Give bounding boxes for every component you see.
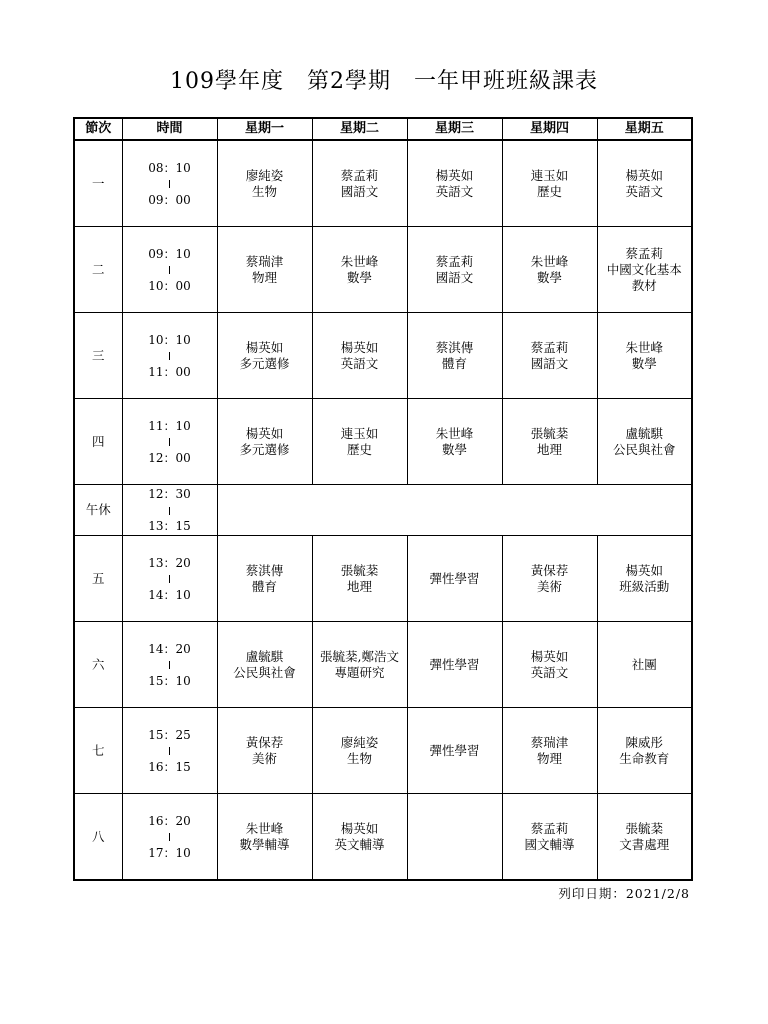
- class-cell-thursday: [502, 536, 597, 622]
- subject-name: 教材: [631, 277, 657, 293]
- subject-name: 物理: [251, 269, 277, 285]
- class-cell-wednesday: [407, 708, 502, 794]
- period-time: [122, 399, 217, 485]
- teacher-name: 張毓棻: [340, 562, 379, 578]
- start-time: 15：25: [148, 727, 191, 742]
- period-row: [74, 140, 692, 227]
- start-time: 12：30: [148, 487, 191, 501]
- subject-name: 國語文: [340, 183, 379, 199]
- subject-name: 生物: [251, 183, 277, 199]
- period-row: [74, 227, 692, 313]
- subject-name: 彈性學習: [429, 656, 480, 672]
- subject-name: 體育: [441, 355, 467, 371]
- time-separator: [123, 502, 217, 518]
- teacher-name: 楊英如: [340, 820, 379, 836]
- subject-name: 公民與社會: [612, 441, 676, 457]
- subject-name: 班級活動: [619, 578, 670, 594]
- teacher-name: 張毓棻: [625, 820, 663, 836]
- class-cell-thursday: [502, 708, 597, 794]
- end-time: 12：00: [148, 450, 191, 465]
- class-cell-friday: [597, 140, 692, 227]
- class-cell-friday: [597, 622, 692, 708]
- class-cell-monday: [217, 140, 312, 227]
- class-cell-thursday: [502, 794, 597, 881]
- subject-name: 多元選修: [239, 355, 290, 371]
- time-separator: [123, 571, 217, 587]
- period-row: [74, 399, 692, 485]
- start-time: 13：20: [148, 555, 191, 570]
- subject-name: 社團: [631, 656, 657, 672]
- class-cell-monday: [217, 313, 312, 399]
- period-time: [122, 622, 217, 708]
- subject-name: 國文輔導: [524, 836, 575, 852]
- subject-name: 體育: [251, 578, 277, 594]
- subject-name: 英語文: [340, 355, 379, 371]
- class-cell-wednesday: [407, 140, 502, 227]
- period-time: [122, 794, 217, 881]
- teacher-name: 蔡孟莉: [530, 820, 569, 836]
- subject-name: 國語文: [530, 355, 569, 371]
- subject-name: 中國文化基本: [606, 261, 682, 277]
- period-row: [74, 708, 692, 794]
- print-date: 列印日期：2021/2/8: [558, 886, 690, 901]
- class-cell-tuesday: [312, 794, 407, 881]
- end-time: 10：00: [148, 278, 191, 293]
- teacher-name: 蔡淇傳: [435, 339, 474, 355]
- class-cell-thursday: [502, 399, 597, 485]
- end-time: 17：10: [148, 845, 191, 860]
- teacher-name: 楊英如: [530, 648, 569, 664]
- class-cell-tuesday: [312, 708, 407, 794]
- teacher-name: 楊英如: [245, 339, 284, 355]
- teacher-name: 朱世峰: [340, 253, 379, 269]
- period-name: 五: [74, 536, 122, 622]
- break-cell: [217, 485, 692, 536]
- class-cell-monday: [217, 399, 312, 485]
- subject-name: 地理: [346, 578, 372, 594]
- header-time: 時間: [122, 118, 217, 140]
- header-row: [74, 118, 692, 140]
- period-row: [74, 313, 692, 399]
- teacher-name: 蔡孟莉: [625, 245, 663, 261]
- teacher-name: 蔡孟莉: [435, 253, 474, 269]
- teacher-name: 楊英如: [435, 167, 474, 183]
- subject-name: 歷史: [346, 441, 372, 457]
- end-time: 16：15: [148, 759, 191, 774]
- class-cell-tuesday: [312, 399, 407, 485]
- period-name: 七: [74, 708, 122, 794]
- time-separator: [123, 348, 217, 364]
- subject-name: 文書處理: [619, 836, 670, 852]
- subject-name: 英語文: [530, 664, 569, 680]
- class-cell-thursday: [502, 140, 597, 227]
- period-time: [122, 708, 217, 794]
- start-time: 10：10: [148, 332, 191, 347]
- subject-name: 數學: [346, 269, 372, 285]
- header-friday: 星期五: [597, 118, 692, 140]
- class-cell-monday: [217, 227, 312, 313]
- period-row: [74, 622, 692, 708]
- class-cell-thursday: [502, 622, 597, 708]
- end-time: 15：10: [148, 673, 191, 688]
- period-row: [74, 536, 692, 622]
- subject-name: 美術: [251, 750, 277, 766]
- class-cell-thursday: [502, 313, 597, 399]
- period-name: 四: [74, 399, 122, 485]
- start-time: 16：20: [148, 813, 191, 828]
- class-cell-tuesday: [312, 313, 407, 399]
- class-cell-wednesday: [407, 794, 502, 881]
- subject-name: 生命教育: [619, 750, 670, 766]
- time-separator: [123, 176, 217, 192]
- class-cell-thursday: [502, 227, 597, 313]
- period-name: 六: [74, 622, 122, 708]
- subject-name: 物理: [536, 750, 562, 766]
- end-time: 11：00: [148, 364, 191, 379]
- teacher-name: 連玉如: [530, 167, 569, 183]
- header-monday: 星期一: [217, 118, 312, 140]
- teacher-name: 陳威彤: [625, 734, 663, 750]
- subject-name: 數學: [536, 269, 562, 285]
- header-tuesday: 星期二: [312, 118, 407, 140]
- period-name: 三: [74, 313, 122, 399]
- header-wednesday: 星期三: [407, 118, 502, 140]
- start-time: 08：10: [148, 160, 191, 175]
- subject-name: 公民與社會: [233, 664, 296, 680]
- class-cell-monday: [217, 622, 312, 708]
- class-cell-wednesday: [407, 399, 502, 485]
- teacher-name: 朱世峰: [435, 425, 474, 441]
- class-cell-tuesday: [312, 140, 407, 227]
- teacher-name: 楊英如: [245, 425, 284, 441]
- subject-name: 生物: [346, 750, 372, 766]
- subject-name: 英語文: [625, 183, 663, 199]
- teacher-name: 蔡孟莉: [530, 339, 569, 355]
- subject-name: 歷史: [536, 183, 562, 199]
- period-name: 一: [74, 140, 122, 227]
- header-thursday: 星期四: [502, 118, 597, 140]
- subject-name: 彈性學習: [429, 570, 480, 586]
- header-period: 節次: [74, 118, 122, 140]
- class-cell-wednesday: [407, 227, 502, 313]
- period-time: [122, 140, 217, 227]
- time-separator: [123, 262, 217, 278]
- teacher-name: 楊英如: [625, 167, 663, 183]
- teacher-name: 蔡孟莉: [340, 167, 379, 183]
- time-separator: [123, 434, 217, 450]
- class-cell-friday: [597, 708, 692, 794]
- class-cell-friday: [597, 536, 692, 622]
- teacher-name: 連玉如: [340, 425, 379, 441]
- class-cell-tuesday: [312, 536, 407, 622]
- time-separator: [123, 829, 217, 845]
- period-time: [122, 313, 217, 399]
- timetable: [73, 117, 693, 881]
- teacher-name: 張毓棻,鄭浩文: [320, 648, 399, 664]
- teacher-name: 蔡瑞津: [530, 734, 569, 750]
- subject-name: 數學: [631, 355, 657, 371]
- end-time: 14：10: [148, 587, 191, 602]
- class-cell-friday: [597, 794, 692, 881]
- subject-name: 英文輔導: [334, 836, 385, 852]
- period-time: [122, 227, 217, 313]
- end-time: 09：00: [148, 192, 191, 207]
- teacher-name: 黃保荐: [530, 562, 569, 578]
- period-name: 八: [74, 794, 122, 881]
- class-cell-monday: [217, 794, 312, 881]
- class-cell-tuesday: [312, 227, 407, 313]
- teacher-name: 楊英如: [625, 562, 663, 578]
- teacher-name: 黃保荐: [245, 734, 284, 750]
- class-cell-monday: [217, 708, 312, 794]
- class-cell-tuesday: [312, 622, 407, 708]
- start-time: 11：10: [148, 418, 191, 433]
- subject-name: 英語文: [435, 183, 474, 199]
- class-cell-wednesday: [407, 313, 502, 399]
- subject-name: 美術: [536, 578, 562, 594]
- class-cell-wednesday: [407, 622, 502, 708]
- subject-name: 數學輔導: [239, 836, 290, 852]
- period-time: [122, 485, 217, 536]
- subject-name: 多元選修: [239, 441, 290, 457]
- subject-name: 數學: [441, 441, 467, 457]
- start-time: 09：10: [148, 246, 191, 261]
- time-separator: [123, 743, 217, 759]
- period-time: [122, 536, 217, 622]
- page-title: 109學年度 第2學期 一年甲班班級課表: [170, 69, 598, 94]
- class-cell-monday: [217, 536, 312, 622]
- start-time: 14：20: [148, 641, 191, 656]
- teacher-name: 朱世峰: [625, 339, 663, 355]
- end-time: 13：15: [148, 519, 191, 533]
- class-cell-friday: [597, 313, 692, 399]
- class-cell-wednesday: [407, 536, 502, 622]
- teacher-name: 蔡淇傳: [245, 562, 284, 578]
- teacher-name: 盧毓騏: [245, 648, 284, 664]
- teacher-name: 朱世峰: [530, 253, 569, 269]
- subject-name: 國語文: [435, 269, 474, 285]
- subject-name: 彈性學習: [429, 742, 480, 758]
- class-cell-friday: [597, 399, 692, 485]
- time-separator: [123, 657, 217, 673]
- subject-name: 地理: [536, 441, 562, 457]
- timetable-body: [74, 140, 692, 880]
- break-row: [74, 485, 692, 536]
- teacher-name: 張毓棻: [530, 425, 569, 441]
- period-name: 二: [74, 227, 122, 313]
- teacher-name: 廖純姿: [340, 734, 379, 750]
- teacher-name: 蔡瑞津: [245, 253, 284, 269]
- teacher-name: 朱世峰: [245, 820, 284, 836]
- teacher-name: 盧毓騏: [625, 425, 663, 441]
- period-row: [74, 794, 692, 881]
- teacher-name: 廖純姿: [245, 167, 284, 183]
- teacher-name: 楊英如: [340, 339, 379, 355]
- class-cell-friday: [597, 227, 692, 313]
- period-name: 午休: [74, 485, 122, 536]
- subject-name: 專題研究: [334, 664, 385, 680]
